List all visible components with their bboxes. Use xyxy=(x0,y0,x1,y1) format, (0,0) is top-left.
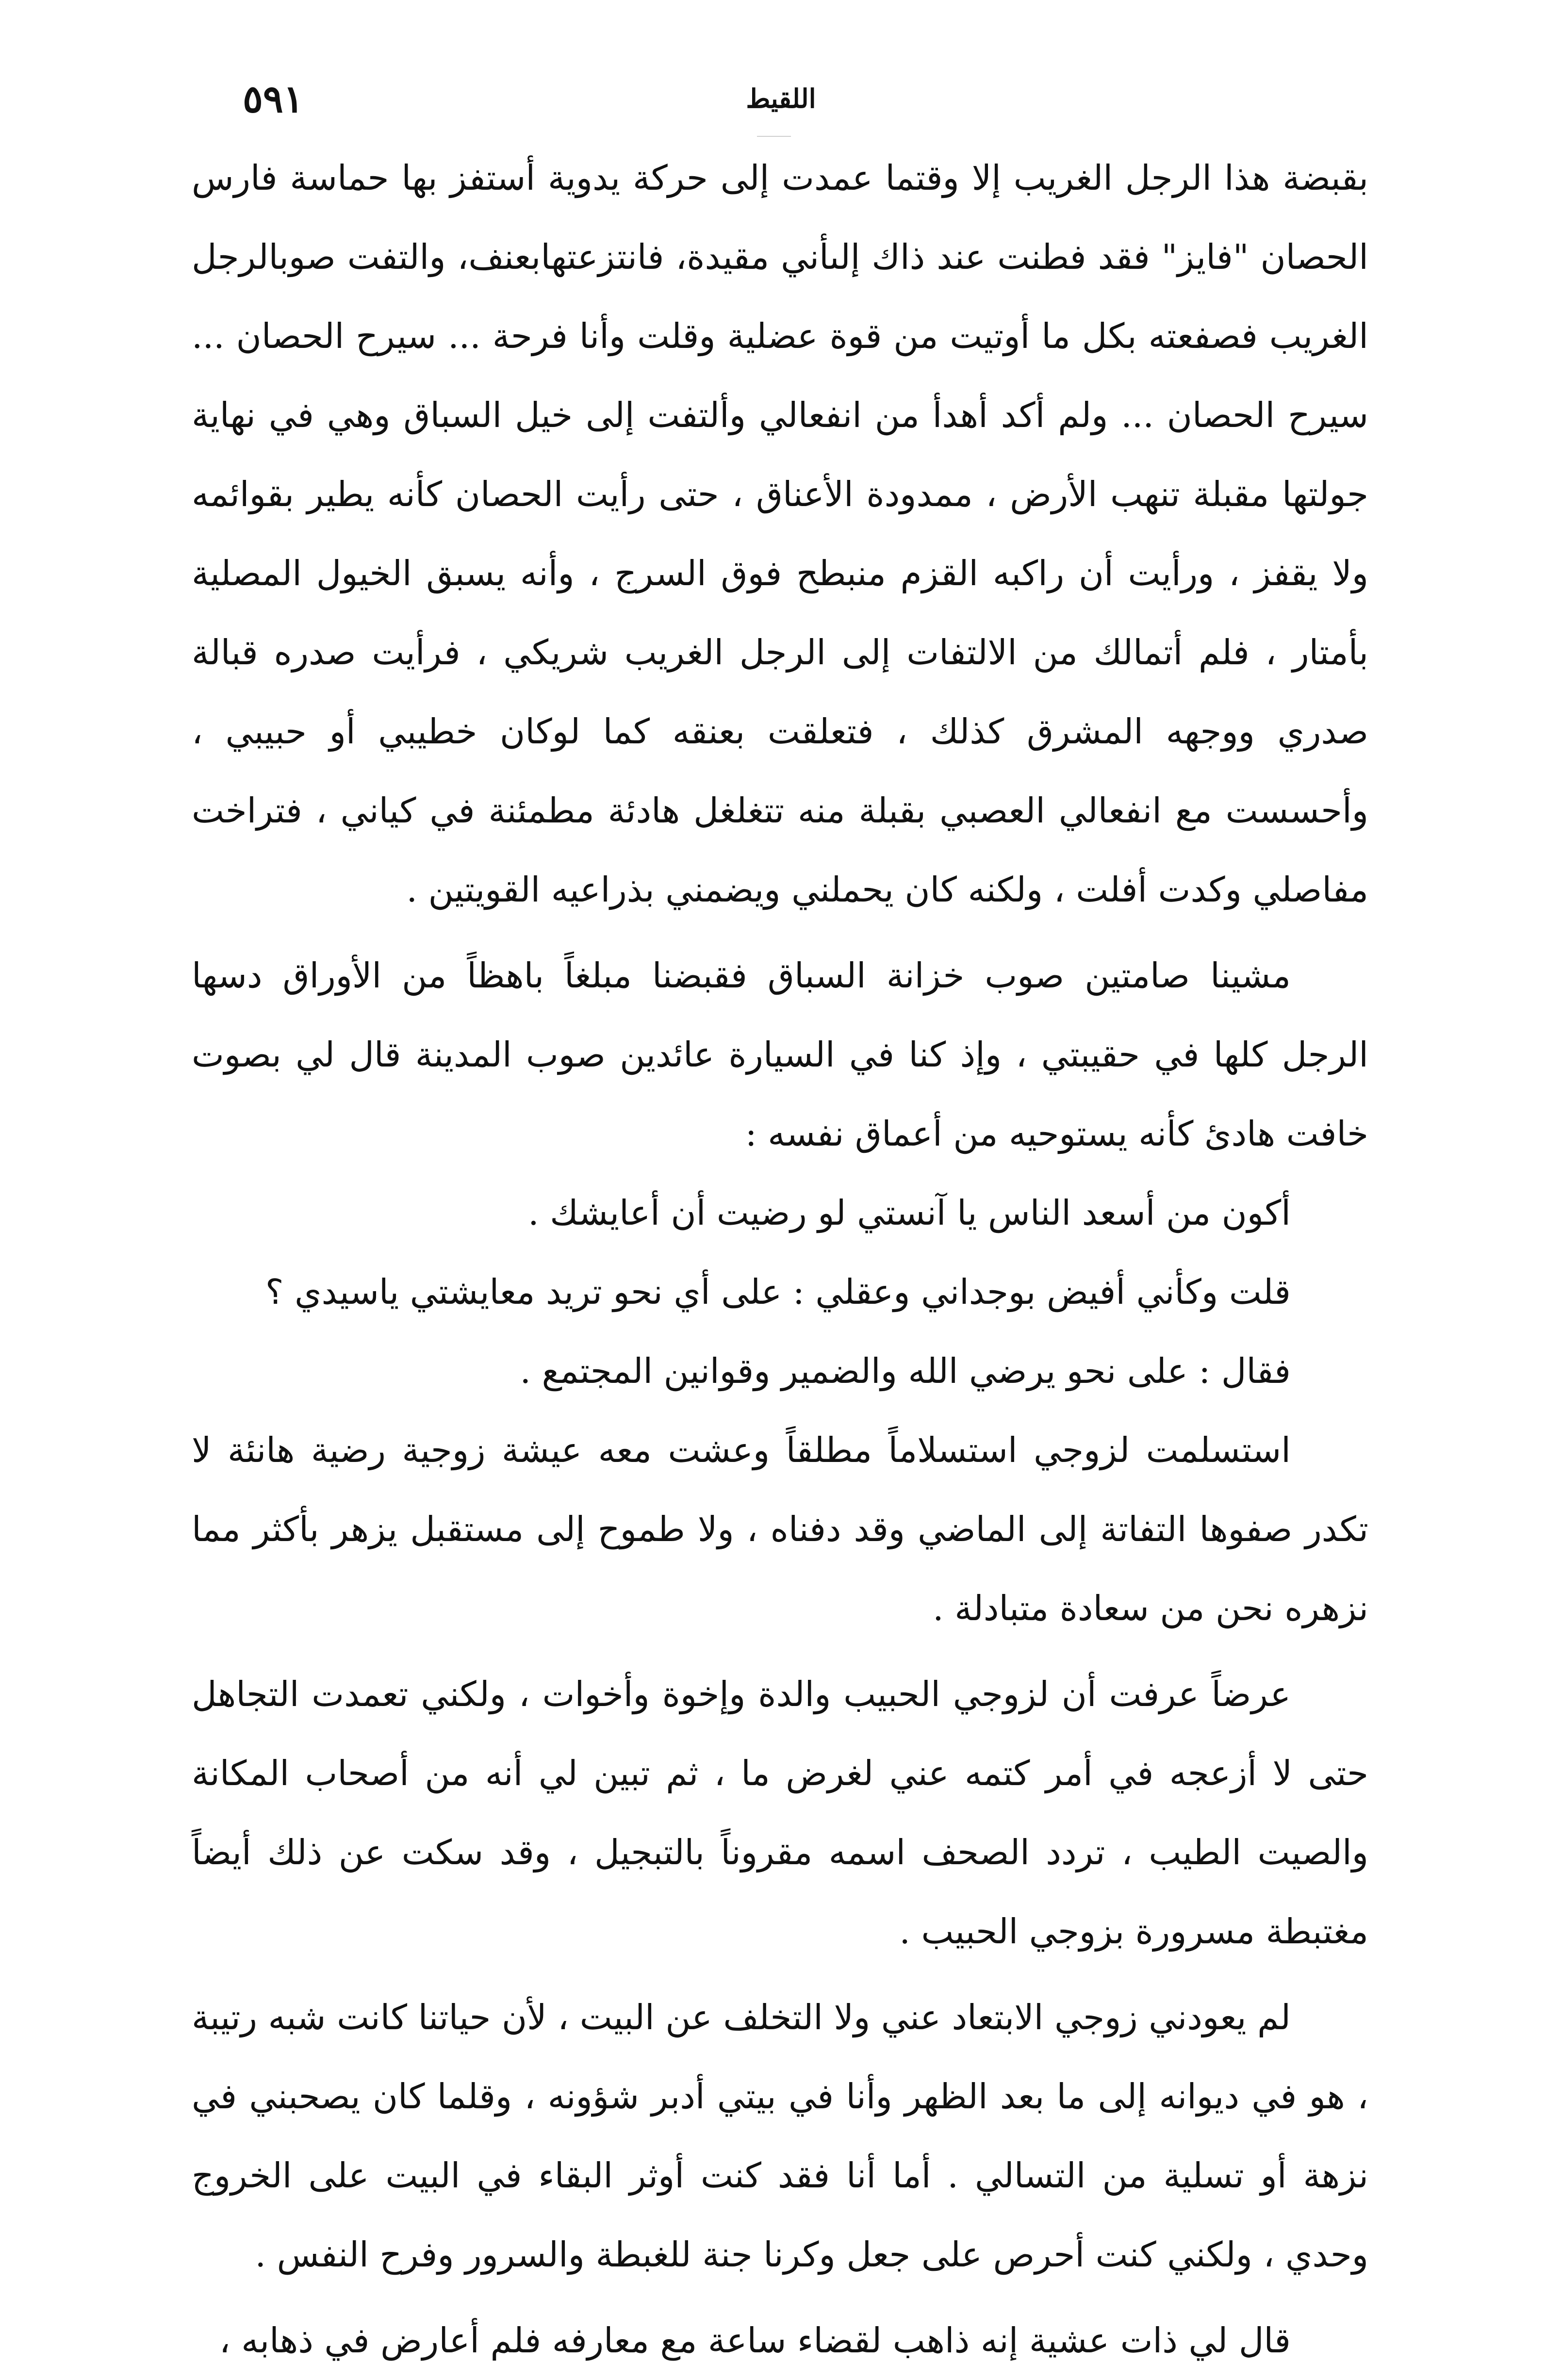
page-number: ٥٩١ xyxy=(243,77,304,121)
dialogue-line-3: فقال : على نحو يرضي الله والضمير وقوانين المجتمع . xyxy=(520,1351,1291,1391)
paragraph-3: استسلمت لزوجي استسلاماً مطلقاً وعشت معه عيشة زوجية رضية هانئة لا تكدر صفوها التفاتة إلى الماضي وقد دفناه ، ولا طموح إلى مستقبل يزهر بأكثر مما نزهره نحن من سعادة متبادلة . xyxy=(192,1430,1368,1628)
running-head xyxy=(0,73,1562,131)
paragraph-2: مشينا صامتين صوب خزانة السباق فقبضنا مبلغاً باهظاً من الأوراق دسها الرجل كلها في حقيبتي ، وإذ كنا في السيارة عائدين صوب المدينة قال لي بصوت خافت هادئ كأنه يستوحيه من أعماق نفسه : xyxy=(192,955,1368,1154)
header-divider xyxy=(757,136,791,137)
paragraph-4: عرضاً عرفت أن لزوجي الحبيب والدة وإخوة وأخوات ، ولكني تعمدت التجاهل حتى لا أزعجه في أمر كتمه عني لغرض ما ، ثم تبين لي أنه من أصحاب المكانة والصيت الطيب ، تردد الصحف اسمه مقروناً بالتبجيل ، وقد سكت عن ذلك أيضاً مغتبطة مسرورة بزوجي الحبيب . xyxy=(192,1674,1368,1952)
dialogue-line-2: قلت وكأني أفيض بوجداني وعقلي : على أي نحو تريد معايشتي ياسيدي ؟ xyxy=(265,1272,1291,1312)
paragraph-5: لم يعودني زوجي الابتعاد عني ولا التخلف عن البيت ، لأن حياتنا كانت شبه رتيبة ، هو في ديوانه إلى ما بعد الظهر وأنا في بيتي أدبر شؤونه ، وقلما كان يصحبني في نزهة أو تسلية من التسالي . أما أنا فقد كنت أوثر البقاء في البيت على الخروج وحدي ، ولكني كنت أحرص على جعل وكرنا جنة للغبطة والسرور وفرح النفس . xyxy=(192,1997,1369,2275)
paragraph-1: بقبضة هذا الرجل الغريب إلا وقتما عمدت إلى حركة يدوية أستفز بها حماسة فارس الحصان "فايز" فقد فطنت عند ذاك إلىأني مقيدة، فانتزعتهابعنف، والتفت صوبالرجل الغريب فصفعته بكل ما أوتيت من قوة عضلية وقلت وأنا فرحة ... سيرح الحصان ... سيرح الحصان ... ولم أكد أهدأ من انفعالي وألتفت إلى خيل السباق وهي في نهاية جولتها مقبلة تنهب الأرض ، ممدودة الأعناق ، حتى رأيت الحصان كأنه يطير بقوائمه ولا يقفز ، ورأيت أن راكبه القزم منبطح فوق السرج ، وأنه يسبق الخيول المصلية بأمتار ، فلم أتمالك من الالتفات إلى الرجل الغريب شريكي ، فرأيت صدره قبالة صدري ووجهه المشرق كذلك ، فتعلقت بعنقه كما لوكان خطيبي أو حبيبي ، وأحسست مع انفعالي العصبي بقبلة منه تتغلغل هادئة مطمئنة في كياني ، فتراخت مفاصلي وكدت أفلت ، ولكنه كان يحملني ويضمني بذراعيه القويتين . xyxy=(192,158,1368,910)
body-text xyxy=(192,138,1369,2361)
paragraph-6: قال لي ذات عشية إنه ذاهب لقضاء ساعة مع معارفه فلم أعارض في ذهابه ، xyxy=(219,2320,1291,2361)
dialogue-line-1: أكون من أسعد الناس يا آنستي لو رضيت أن أعايشك . xyxy=(528,1193,1291,1233)
running-title: اللقيط xyxy=(746,83,816,114)
